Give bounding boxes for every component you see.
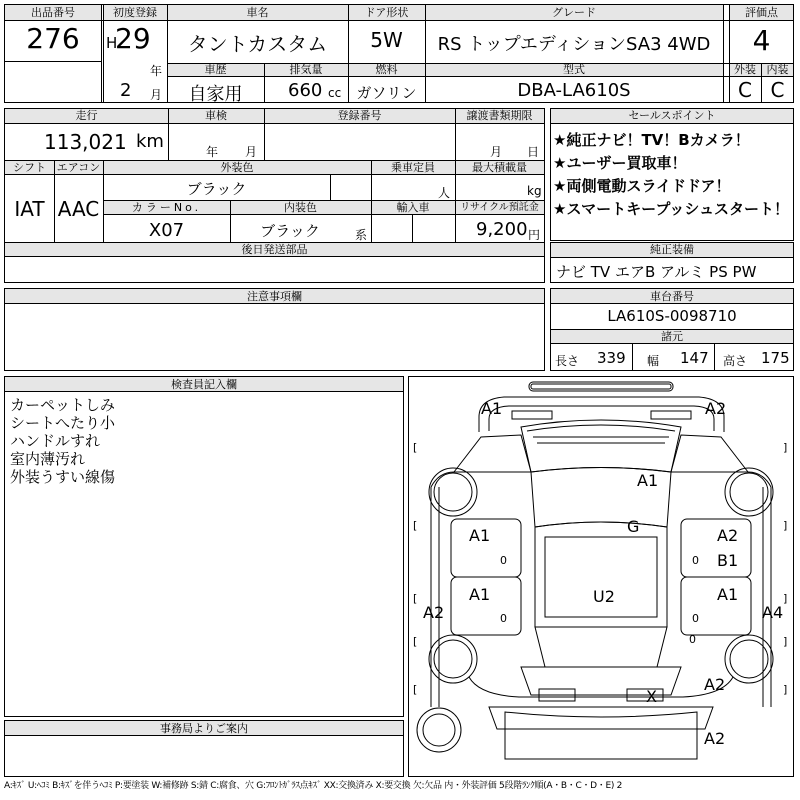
bracket: [ <box>413 683 418 696</box>
office-label: 事務局よりご案内 <box>160 722 248 735</box>
capacity-unit: 人 <box>438 186 451 200</box>
bracket: [ <box>413 519 418 532</box>
import-label: 輸入車 <box>396 201 430 214</box>
recycle-fee: 9,200 <box>476 219 528 240</box>
inspector-note: ハンドルすれ <box>10 432 101 450</box>
displacement-unit: cc <box>328 86 342 100</box>
air-conditioner: AAC <box>57 197 100 221</box>
damage-mark: A2 <box>423 603 445 622</box>
width: 147 <box>680 349 709 367</box>
chassis-label: 車台番号 <box>650 290 694 303</box>
lot-number: 276 <box>26 22 80 55</box>
inspection-label: 車検 <box>205 109 227 122</box>
damage-mark: U2 <box>593 587 615 606</box>
exterior-color-label: 外装色 <box>220 161 254 174</box>
sales-points-label: セールスポイント <box>628 109 716 122</box>
mileage-unit: km <box>136 131 164 152</box>
inspector-note: 室内薄汚れ <box>10 450 86 468</box>
bracket: [ <box>413 635 418 648</box>
displacement: 660 <box>288 80 323 101</box>
registration-month-unit: 月 <box>150 88 163 102</box>
fuel: ガソリン <box>356 84 417 102</box>
sales-point-item: ★スマートキープッシュスタート！ <box>553 200 790 218</box>
damage-mark: A2 <box>705 399 727 418</box>
equipment-list: ナビ TV エアB アルミ PS PW <box>556 263 757 281</box>
transfer-month-unit: 月 <box>490 145 503 159</box>
car-diagram <box>409 377 793 776</box>
damage-map <box>408 376 794 777</box>
ac-label: エアコン <box>56 161 101 174</box>
inspection-month-unit: 月 <box>245 145 258 159</box>
grade-label: グレード <box>552 6 596 19</box>
dimensions-label: 諸元 <box>661 330 683 343</box>
registration-era: H <box>106 34 118 52</box>
car-name-label: 車名 <box>246 6 269 19</box>
exterior-grade-label: 外装 <box>734 63 756 76</box>
legend: A:ｷｽﾞ U:ﾍｺﾐ B:ｷｽﾞを伴うﾍｺﾐ P:要塗装 W:補修跡 S:錆 C:腐食、穴 G:ﾌﾛﾝﾄｶﾞﾗｽ点ｷｽﾞ XX:交換済み X:要交換 欠:欠品 内・外装評価 5段階ﾗﾝｸ順(A・B・C・D・E) 2 <box>4 781 623 791</box>
damage-mark: A1 <box>469 585 491 604</box>
mileage: 113,021 <box>44 130 127 154</box>
bracket: ] <box>783 683 788 696</box>
damage-mark: A4 <box>762 603 784 622</box>
length-label: 長さ <box>555 354 580 368</box>
damage-mark: G <box>627 517 640 536</box>
registration-year: 29 <box>115 22 151 55</box>
color-number: X07 <box>148 220 185 241</box>
notes-label: 注意事項欄 <box>247 290 302 303</box>
height: 175 <box>761 349 790 367</box>
car-name: タントカスタム <box>187 32 328 56</box>
interior-grade: C <box>770 78 785 102</box>
fuel-label: 燃料 <box>375 63 398 76</box>
damage-mark: A2 <box>717 526 739 545</box>
width-label: 幅 <box>647 354 660 368</box>
damage-mark: B1 <box>717 551 739 570</box>
interior-color-unit: 系 <box>355 228 368 242</box>
history-label: 車歴 <box>204 63 227 76</box>
bracket: ] <box>783 519 788 532</box>
color-number-label: カラーNo. <box>131 201 202 214</box>
zero-mark: 0 <box>689 633 696 646</box>
bracket: [ <box>413 441 418 454</box>
interior-color: ブラック <box>260 222 320 240</box>
sales-point-item: ★両側電動スライドドア！ <box>553 177 731 195</box>
later-parts-label: 後日発送部品 <box>241 243 308 256</box>
inspector-note: 外装うすい線傷 <box>10 468 116 486</box>
damage-mark: X <box>646 687 657 706</box>
interior-grade-label: 内装 <box>766 63 789 76</box>
model-label: 型式 <box>563 63 585 76</box>
sales-point-item: ★純正ナビ！TV！Bカメラ！ <box>553 131 750 149</box>
recycle-label: リサイクル預託金 <box>460 202 539 213</box>
damage-mark: A1 <box>637 471 659 490</box>
registration-year-unit: 年 <box>150 64 163 78</box>
score-label: 評価点 <box>745 6 778 19</box>
inspector-note: カーペットしみ <box>10 396 116 414</box>
bracket: ] <box>783 635 788 648</box>
max-load-label: 最大積載量 <box>472 161 527 174</box>
inspector-note: シートへたり小 <box>10 414 116 432</box>
shift: IAT <box>14 197 45 221</box>
inspector-label: 検査員記入欄 <box>171 378 237 391</box>
bracket: [ <box>413 592 418 605</box>
score: 4 <box>752 24 771 57</box>
chassis-number: LA610S-0098710 <box>607 307 737 325</box>
length: 339 <box>597 349 626 367</box>
damage-mark: A1 <box>481 399 503 418</box>
damage-mark: A1 <box>469 526 491 545</box>
zero-mark: 0 <box>500 612 507 625</box>
zero-mark: 0 <box>692 554 699 567</box>
door-label: ドア形状 <box>364 6 409 19</box>
lot-label: 出品番号 <box>31 6 75 19</box>
displacement-label: 排気量 <box>289 63 323 76</box>
bracket: ] <box>783 441 788 454</box>
mileage-label: 走行 <box>75 109 98 122</box>
height-label: 高さ <box>723 354 748 368</box>
history: 自家用 <box>188 84 243 105</box>
registration-month: 2 <box>120 80 132 101</box>
plate-label: 登録番号 <box>337 109 382 122</box>
damage-mark: A1 <box>717 585 739 604</box>
damage-mark: A2 <box>704 729 726 748</box>
damage-mark: A2 <box>704 675 726 694</box>
equipment-label: 純正装備 <box>650 243 694 256</box>
model: DBA-LA610S <box>517 80 631 101</box>
bracket: ] <box>783 592 788 605</box>
sales-point-item: ★ユーザー買取車！ <box>553 154 687 172</box>
inspection-year-unit: 年 <box>206 145 219 159</box>
zero-mark: 0 <box>500 554 507 567</box>
exterior-grade: C <box>738 78 752 102</box>
shift-label: シフト <box>13 161 46 174</box>
grade: RS トップエディションSA3 4WD <box>437 34 711 55</box>
zero-mark: 0 <box>692 612 699 625</box>
registration-label: 初度登録 <box>113 6 157 19</box>
transfer-deadline-label: 譲渡書類期限 <box>466 109 533 122</box>
max-load-unit: kg <box>527 184 542 198</box>
transfer-day-unit: 日 <box>527 145 540 159</box>
recycle-unit: 円 <box>528 228 541 242</box>
interior-color-label: 内装色 <box>284 201 317 214</box>
capacity-label: 乗車定員 <box>391 161 435 174</box>
door-type: 5W <box>370 28 403 52</box>
exterior-color: ブラック <box>186 180 247 198</box>
